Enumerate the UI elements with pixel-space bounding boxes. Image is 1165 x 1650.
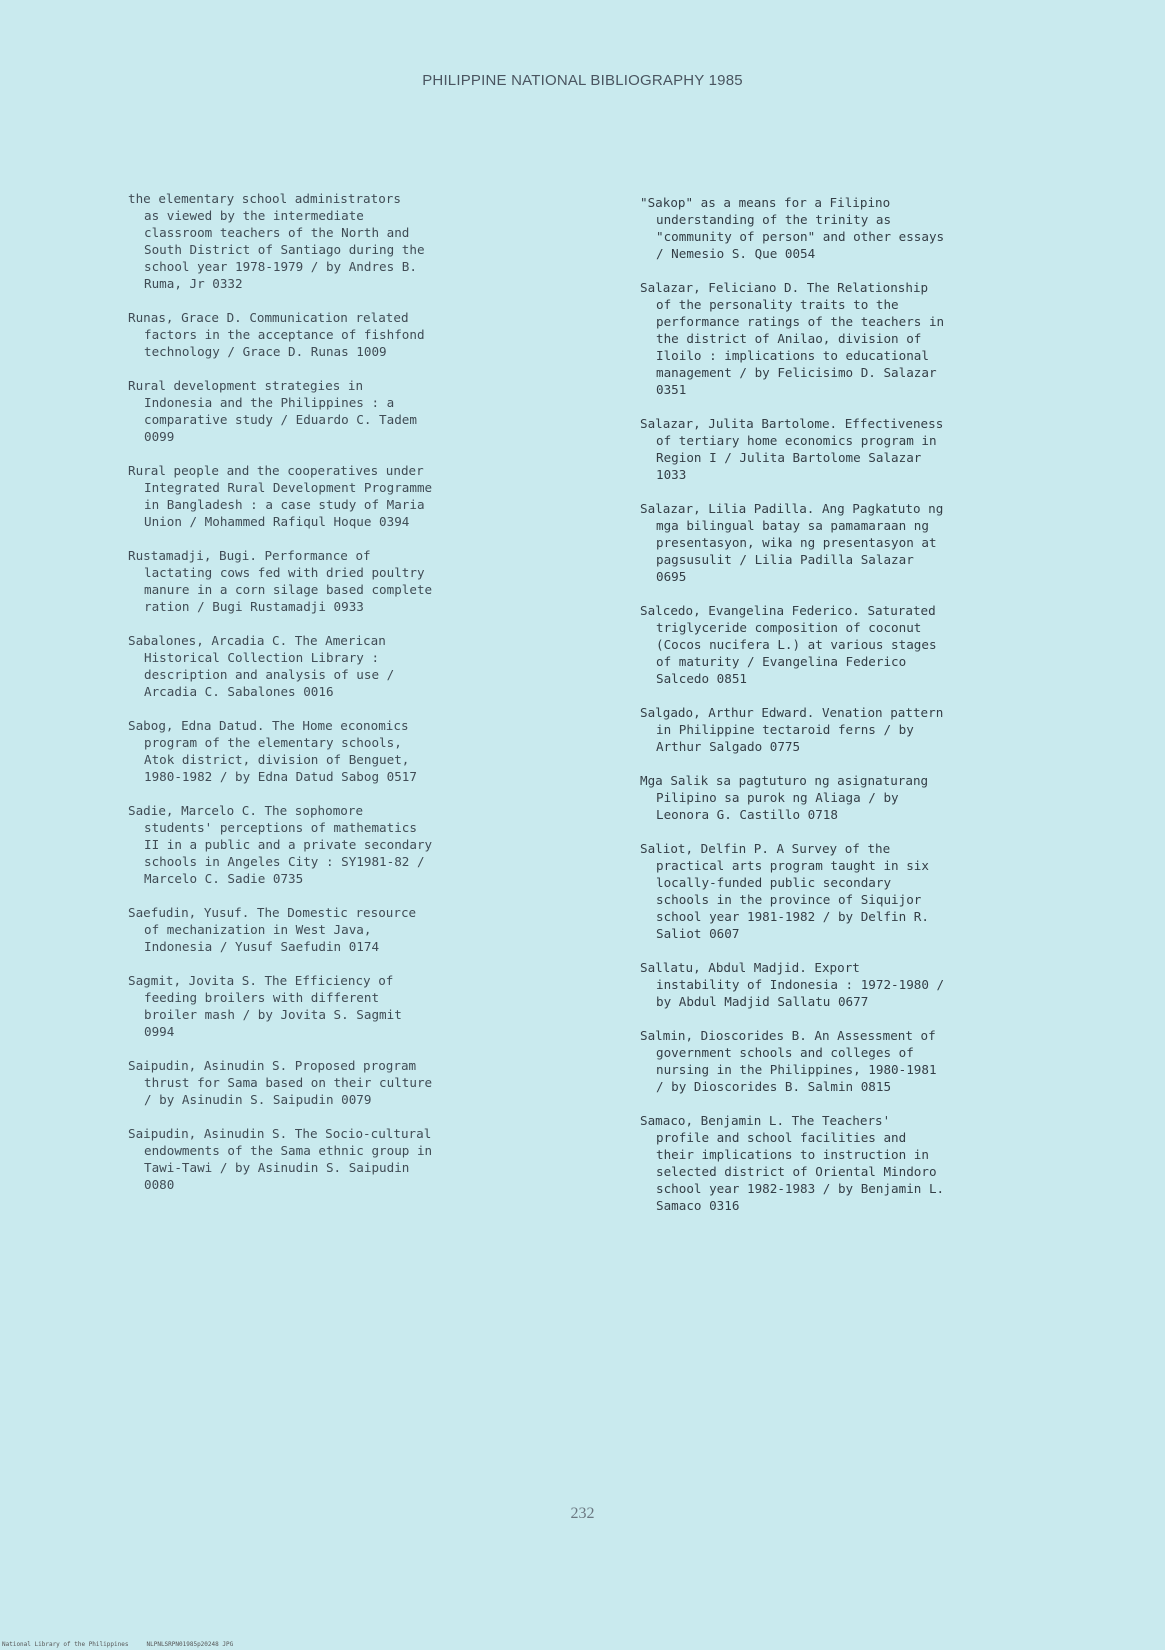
bibliography-entry: Saliot, Delfin P. A Survey of the practical arts program taught in six locally-funded public secondary schools in the province of Siquijor school year 1981-1982 / by Delfin R. Saliot 0607 [640, 841, 929, 941]
bibliography-entry: Sallatu, Abdul Madjid. Export instability of Indonesia : 1972-1980 / by Abdul Madjid Sallatu 0677 [640, 960, 945, 1009]
left-column [128, 190, 598, 1210]
bibliography-entry: Sabog, Edna Datud. The Home economics program of the elementary schools, Atok district, division of Benguet, 1980-1982 / by Edna Datud Sabog 0517 [128, 718, 417, 784]
bibliography-entry: Mga Salik sa pagtuturo ng asignaturang Pilipino sa purok ng Aliaga / by Leonora G. Castillo 0718 [640, 773, 929, 822]
bibliography-entry: Rural development strategies in Indonesia and the Philippines : a comparative study / Eduardo C. Tadem 0099 [128, 378, 417, 444]
footer-library-name: National Library of the Philippines [2, 1641, 129, 1648]
right-column [640, 194, 1130, 1231]
page-number: 232 [570, 1505, 595, 1522]
bibliography-entry: Salmin, Dioscorides B. An Assessment of government schools and colleges of nursing in the Philippines, 1980-1981 / by Dioscorides B. Salmin 0815 [640, 1028, 937, 1094]
bibliography-entry: the elementary school administrators as viewed by the intermediate classroom teachers of the North and South District of Santiago during the school year 1978-1979 / by Andres B. Ruma, Jr 0332 [128, 191, 425, 291]
bibliography-entry: Sagmit, Jovita S. The Efficiency of feeding broilers with different broiler mash / by Jovita S. Sagmit 0994 [128, 973, 402, 1039]
bibliography-entry: Salcedo, Evangelina Federico. Saturated triglyceride composition of coconut (Cocos nucifera L.) at various stages of maturity / Evangelina Federico Salcedo 0851 [640, 603, 937, 686]
bibliography-entry: Sabalones, Arcadia C. The American Historical Collection Library : description and analysis of use / Arcadia C. Sabalones 0016 [128, 633, 395, 699]
bibliography-entry: Sadie, Marcelo C. The sophomore students' perceptions of mathematics II in a public and a private secondary schools in Angeles City : SY1981-82 / Marcelo C. Sadie 0735 [128, 803, 433, 886]
bibliography-entry: Saefudin, Yusuf. The Domestic resource of mechanization in West Java, Indonesia / Yusuf Saefudin 0174 [128, 905, 417, 954]
bibliography-entry: Saipudin, Asinudin S. Proposed program thrust for Sama based on their culture / by Asinudin S. Saipudin 0079 [128, 1058, 433, 1107]
bibliography-entry: Salazar, Lilia Padilla. Ang Pagkatuto ng mga bilingual batay sa pamamaraan ng presentasyon, wika ng presentasyon at pagsusulit / Lilia Padilla Salazar 0695 [640, 501, 944, 584]
bibliography-entry: Saipudin, Asinudin S. The Socio-cultural endowments of the Sama ethnic group in Tawi-Tawi / by Asinudin S. Saipudin 0080 [128, 1126, 433, 1192]
bibliography-entry: "Sakop" as a means for a Filipino understanding of the trinity as "community of person" and other essays / Nemesio S. Que 0054 [640, 195, 945, 261]
bibliography-entry: Runas, Grace D. Communication related factors in the acceptance of fishfond technology / Grace D. Runas 1009 [128, 310, 425, 359]
bibliography-entry: Rural people and the cooperatives under Integrated Rural Development Programme in Bangladesh : a case study of Maria Union / Mohammed Rafiqul Hoque 0394 [128, 463, 433, 529]
footer-file-id: NLPNLSRPN01985p20248 JPG [146, 1641, 234, 1648]
scan-footer [2, 1641, 233, 1648]
bibliography-entry: Salazar, Feliciano D. The Relationship of the personality traits to the performance ratings of the teachers in the district of Anilao, division of Iloilo : implications to educational management / by Felicisimo D. Salazar 0351 [640, 280, 945, 397]
bibliography-entry: Salazar, Julita Bartolome. Effectiveness of tertiary home economics program in Region I / Julita Bartolome Salazar 1033 [640, 416, 944, 482]
bibliography-entry: Salgado, Arthur Edward. Venation pattern in Philippine tectaroid ferns / by Arthur Salgado 0775 [640, 705, 944, 754]
bibliography-entry: Rustamadji, Bugi. Performance of lactating cows fed with dried poultry manure in a corn silage based complete ration / Bugi Rustamadji 0933 [128, 548, 433, 614]
page-header-title: PHILIPPINE NATIONAL BIBLIOGRAPHY 1985 [422, 72, 743, 89]
bibliography-entry: Samaco, Benjamin L. The Teachers' profile and school facilities and their implications to instruction in selected district of Oriental Mindoro school year 1982-1983 / by Benjamin L. Samaco 0316 [640, 1113, 945, 1213]
